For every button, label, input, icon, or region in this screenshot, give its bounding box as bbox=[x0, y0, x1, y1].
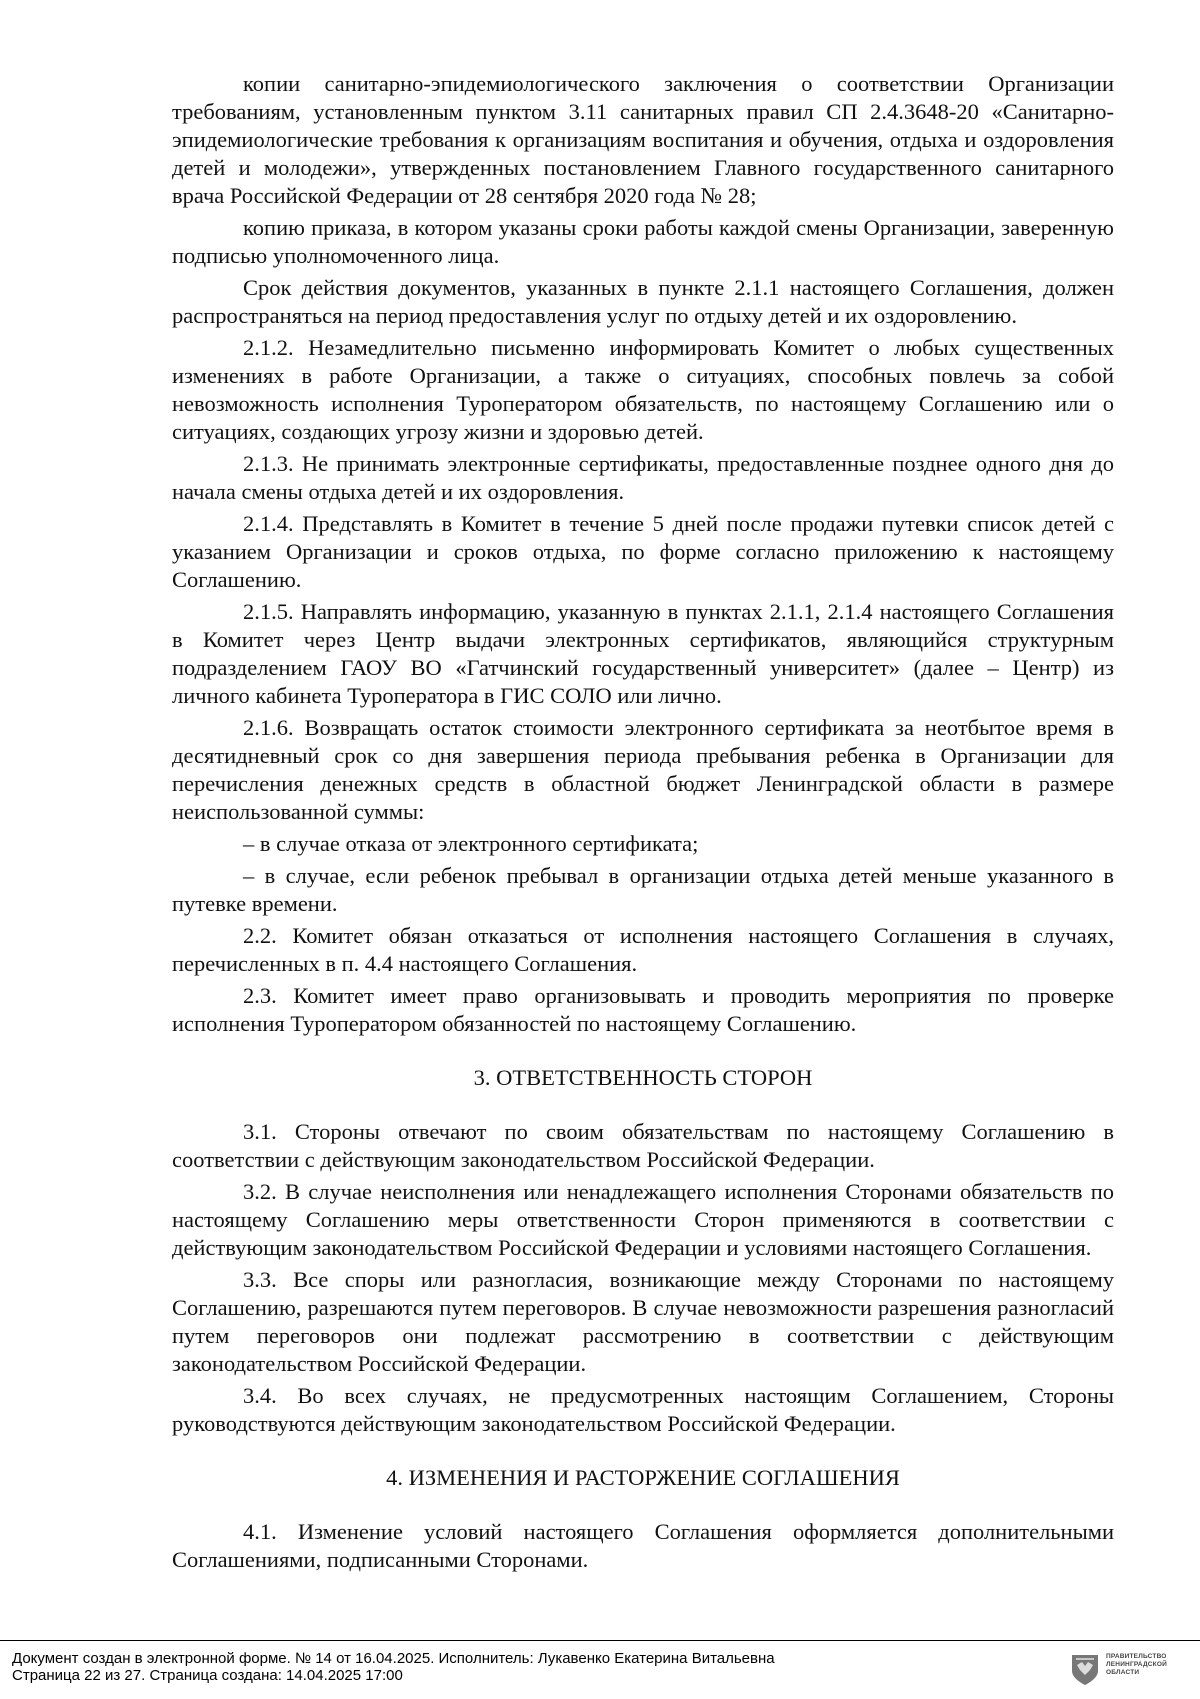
footer-document-info: Документ создан в электронной форме. № 14 от 16.04.2025. Исполнитель: Лукавенко Екатерина Витальевна bbox=[12, 1650, 775, 1667]
section-heading-4: 4. ИЗМЕНЕНИЯ И РАСТОРЖЕНИЕ СОГЛАШЕНИЯ bbox=[386, 1465, 900, 1490]
paragraph-2-2: 2.2. Комитет обязан отказаться от исполнения настоящего Соглашения в случаях, перечисленных в п. 4.4 настоящего Соглашения. bbox=[172, 923, 1114, 976]
coat-of-arms-icon bbox=[1070, 1653, 1100, 1687]
footer-page-info: Страница 22 из 27. Страница создана: 14.04.2025 17:00 bbox=[12, 1667, 403, 1684]
list-item-shorter-stay: – в случае, если ребенок пребывал в организации отдыха детей меньше указанного в путевке времени. bbox=[172, 863, 1114, 916]
logo-line-2: ЛЕНИНГРАДСКОЙ bbox=[1106, 1661, 1167, 1668]
paragraph-validity-period: Срок действия документов, указанных в пункте 2.1.1 настоящего Соглашения, должен распространяться на период предоставления услуг по отдыху детей и их оздоровлению. bbox=[172, 275, 1114, 328]
document-body bbox=[172, 70, 1114, 1574]
paragraph-4-1: 4.1. Изменение условий настоящего Соглашения оформляется дополнительными Соглашениями, подписанными Сторонами. bbox=[172, 1519, 1114, 1572]
paragraph-2-1-5: 2.1.5. Направлять информацию, указанную в пунктах 2.1.1, 2.1.4 настоящего Соглашения в Комитет через Центр выдачи электронных сертификатов, являющийся структурным подразделением ГАОУ ВО «Гатчинский государственный университет» (далее – Центр) из личного кабинета Туроператора в ГИС СОЛО или лично. bbox=[172, 599, 1114, 708]
paragraph-2-1-3: 2.1.3. Не принимать электронные сертификаты, предоставленные позднее одного дня до начала смены отдыха детей и их оздоровления. bbox=[172, 451, 1114, 504]
paragraph-sanitary-conclusion: копии санитарно-эпидемиологического заключения о соответствии Организации требованиям, установленным пунктом 3.11 санитарных правил СП 2.4.3648-20 «Санитарно-эпидемиологические требования к организациям воспитания и обучения, отдыха и оздоровления детей и молодежи», утвержденных постановлением Главного государственного санитарного врача Российской Федерации от 28 сентября 2020 года № 28; bbox=[172, 71, 1114, 208]
logo-line-1: ПРАВИТЕЛЬСТВО bbox=[1106, 1653, 1167, 1660]
paragraph-2-1-4: 2.1.4. Представлять в Комитет в течение 5 дней после продажи путевки список детей с указанием Организации и сроков отдыха, по форме согласно приложению к настоящему Соглашению. bbox=[172, 511, 1114, 592]
government-logo bbox=[1070, 1651, 1194, 1691]
logo-line-3: ОБЛАСТИ bbox=[1106, 1669, 1140, 1676]
paragraph-3-1: 3.1. Стороны отвечают по своим обязательствам по настоящему Соглашению в соответствии с действующим законодательством Российской Федерации. bbox=[172, 1119, 1114, 1172]
paragraph-2-1-2: 2.1.2. Незамедлительно письменно информировать Комитет о любых существенных изменениях в работе Организации, а также о ситуациях, способных повлечь за собой невозможность исполнения Туроператором обязательств, по настоящему Соглашению или о ситуациях, создающих угрозу жизни и здоровью детей. bbox=[172, 335, 1114, 444]
paragraph-2-3: 2.3. Комитет имеет право организовывать и проводить мероприятия по проверке исполнения Туроператором обязанностей по настоящему Соглашению. bbox=[172, 983, 1114, 1036]
section-heading-3: 3. ОТВЕТСТВЕННОСТЬ СТОРОН bbox=[473, 1065, 813, 1090]
paragraph-3-2: 3.2. В случае неисполнения или ненадлежащего исполнения Сторонами обязательств по настоящему Соглашению меры ответственности Сторон применяются в соответствии с действующим законодательством Российской Федерации и условиями настоящего Соглашения. bbox=[172, 1179, 1114, 1260]
document-footer bbox=[0, 1640, 1200, 1699]
paragraph-3-4: 3.4. Во всех случаях, не предусмотренных настоящим Соглашением, Стороны руководствуются действующим законодательством Российской Федерации. bbox=[172, 1383, 1114, 1436]
paragraph-2-1-6: 2.1.6. Возвращать остаток стоимости электронного сертификата за неотбытое время в десятидневный срок со дня завершения периода пребывания ребенка в Организации для перечисления денежных средств в областной бюджет Ленинградской области в размере неиспользованной суммы: bbox=[172, 715, 1114, 824]
list-item-refusal: – в случае отказа от электронного сертификата; bbox=[243, 831, 699, 856]
footer-text bbox=[12, 1650, 775, 1684]
paragraph-order-copy: копию приказа, в котором указаны сроки работы каждой смены Организации, заверенную подписью уполномоченного лица. bbox=[172, 215, 1114, 268]
logo-text bbox=[1106, 1653, 1196, 1677]
paragraph-3-3: 3.3. Все споры или разногласия, возникающие между Сторонами по настоящему Соглашению, разрешаются путем переговоров. В случае невозможности разрешения разногласий путем переговоров они подлежат рассмотрению в соответствии с действующим законодательством Российской Федерации. bbox=[172, 1267, 1114, 1376]
